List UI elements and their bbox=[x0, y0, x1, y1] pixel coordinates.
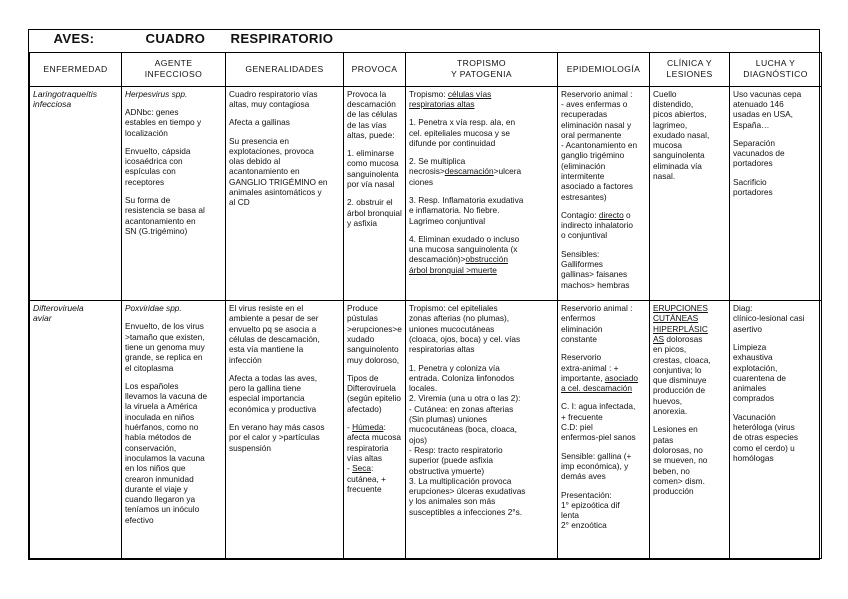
generalidades-text: En verano hay más casos por el calor y >partículas suspensión bbox=[229, 422, 325, 453]
agent-text: Su forma de resistencia se basa al acantonamiento en SN (G.trigémino) bbox=[125, 195, 205, 236]
epidemiologia-text: Sensibles: Galliformes gallinas> faisanes machos> hembras bbox=[561, 248, 630, 290]
generalidades-text: Afecta a todas las aves, pero la gallina tiene especial importancia económica y productiva bbox=[229, 372, 318, 414]
cell-tropismo bbox=[406, 301, 558, 559]
lucha-text: Uso vacunas cepa atenuado 146 usadas en USA, España… bbox=[733, 88, 802, 130]
cell-generalidades bbox=[226, 301, 344, 559]
header-tropismo: TROPISMO Y PATOGENIA bbox=[406, 53, 558, 86]
cell-clinica bbox=[650, 301, 730, 559]
provoca-text: Produce pústulas >erupciones>e xudado sanguinolento muy doloroso, bbox=[347, 303, 402, 365]
respiratory-summary-sheet bbox=[28, 29, 820, 560]
header-agente: AGENTE INFECCIOSO bbox=[122, 53, 226, 86]
header-enfermedad: ENFERMEDAD bbox=[30, 53, 122, 86]
lucha-text: Diag: clínico-lesional casi asertivo bbox=[733, 303, 805, 334]
underlined-term: directo bbox=[598, 209, 624, 220]
document-title bbox=[30, 30, 822, 52]
text-span: o indirecto inhalatorio o conjuntival bbox=[561, 209, 633, 241]
table-row bbox=[30, 301, 822, 559]
cell-clinica bbox=[650, 86, 730, 300]
header-provoca: PROVOCA bbox=[344, 53, 406, 86]
generalidades-text: Su presencia en explotaciones, provoca olas debido al acantonamiento en GANGLIO TRIGÉMINO en animales asintomáticos y al CD bbox=[229, 135, 328, 208]
cell-agente bbox=[122, 86, 226, 300]
cell-agente bbox=[122, 301, 226, 559]
underlined-term: asociado a cel. descamación bbox=[561, 372, 639, 394]
text-span: - bbox=[347, 422, 353, 433]
epidemiologia-text: Reservorio animal : - aves enfermas o recuperadas eliminación nasal y oral permanente - Acantonamiento en ganglio trigémino (eliminación intermitente asociado a factores estresantes) bbox=[561, 88, 638, 202]
epidemiologia-text: C. I: agua infectada, + frecuente C.D: piel enfermos-piel sanos bbox=[561, 401, 636, 443]
cell-epidemiologia bbox=[558, 86, 650, 300]
tropismo-label: Tropismo: bbox=[409, 88, 448, 99]
provoca-text: Tipos de Difteroviruela (según epitelio afectado) bbox=[347, 372, 401, 414]
clinica-text bbox=[653, 303, 726, 416]
text-span: 2. Se multiplica necrosis> bbox=[409, 156, 466, 177]
cell-lucha bbox=[730, 86, 822, 300]
text-span: >ulcera ciones bbox=[409, 166, 522, 187]
header-row bbox=[30, 53, 822, 86]
lucha-text: Vacunación heteróloga (virus de otras especies como el cerdo) u homólogas bbox=[733, 411, 799, 463]
agent-text: Envuelto, cápsida icosaédrica con espículas con receptores bbox=[125, 145, 191, 187]
table-row bbox=[30, 86, 822, 300]
lucha-text: Sacrificio portadores bbox=[733, 176, 773, 197]
underlined-term: Seca bbox=[352, 463, 371, 474]
text-span: : cutánea, + frecuente bbox=[347, 463, 386, 494]
text-span: dolorosas en picos, crestas, cloaca, conjuntiva; lo que disminuye producción de huevos, anorexia. bbox=[653, 333, 711, 417]
header-lucha: LUCHA Y DIAGNÓSTICO bbox=[730, 53, 822, 86]
agent-text: ADNbc: genes estables en tiempo y localización bbox=[125, 106, 202, 138]
cell-tropismo bbox=[406, 86, 558, 300]
epidemiologia-text: Sensible: gallina (+ imp económica), y demás aves bbox=[561, 450, 632, 482]
lucha-text: Limpieza exhaustiva explotación, cuarentena de animales comprados bbox=[733, 341, 787, 404]
text-span: Reservorio extra-animal : + importante, bbox=[561, 352, 619, 383]
tropismo-step: 3. Resp. Inflamatoria exudativa e inflamatoria. No fiebre. Lagrimeo conjuntival bbox=[409, 195, 524, 226]
cell-lucha bbox=[730, 301, 822, 559]
text-span: 4. Eliminan exudado o incluso una mucosa sanguinolenta (x descamación)> bbox=[409, 233, 520, 265]
cell-epidemiologia bbox=[558, 301, 650, 559]
tropismo-step: 1. Penetra x vía resp. ala, en cel. epiteliales mucosa y se difunde por continuidad bbox=[409, 117, 516, 148]
agent-name: Poxviridae spp. bbox=[125, 303, 182, 314]
tropismo-step bbox=[409, 156, 554, 187]
header-epidemiologia: EPIDEMIOLOGÍA bbox=[558, 53, 650, 86]
clinica-text: Cuello distendido, picos abiertos, lagrimeo, exudado nasal, mucosa sanguinolenta eliminada vía nasal. bbox=[653, 88, 710, 181]
agent-name: Herpesvirus spp. bbox=[125, 88, 188, 99]
tropismo-text: Tropismo: cel epiteliales zonas afterias (no plumas), uniones mucocutáneas (cloaca, ojos, boca) y cel. vías respiratorias altas bbox=[409, 303, 521, 355]
epidemiologia-text bbox=[561, 352, 646, 393]
clinica-text: Lesiones en patas dolorosas, no se mueven, no beben, no comen> dism. producción bbox=[653, 424, 708, 497]
agent-text: Envuelto, de los virus >tamaño que existen, tiene un genoma muy grande, se replica en el citoplasma bbox=[125, 321, 205, 373]
underlined-term: Húmeda bbox=[352, 422, 384, 433]
tropismo-text: 1. Penetra y coloniza vía entrada. Coloniza linfonodos locales. 2. Viremia (una u otra o las 2): - Cutánea: en zonas afterias (Sin plumas) uniones mucocutáneas (boca, cloaca, ojos) - Resp: tracto respiratorio superior (puede asfixia obstructiva ymuerte) 3. La multiplicación provoca erupciones> úlceras exudativas y los animales son más susceptibles a infecciones 2°s. bbox=[409, 362, 526, 517]
generalidades-text: Afecta a gallinas bbox=[229, 117, 290, 128]
text-span: : afecta mucosa respiratoria vías altas - bbox=[347, 422, 401, 474]
disease-name: Laringotraqueítis infecciosa bbox=[33, 88, 98, 109]
respiratory-table bbox=[29, 30, 822, 559]
cell-enfermedad bbox=[30, 86, 122, 300]
cell-enfermedad bbox=[30, 301, 122, 559]
generalidades-text: El virus resiste en el ambiente a pesar de ser envuelto pq se asocia a células de descamación, esta vía mantiene la infección bbox=[229, 303, 320, 365]
cell-provoca bbox=[344, 86, 406, 300]
epidemiologia-text: Presentación: 1° epizoótica dif lenta 2° enzoótica bbox=[561, 489, 620, 531]
tropismo-target: células vías respiratorias altas bbox=[409, 88, 492, 109]
provoca-text: 2. obstruir el árbol bronquial y asfixia bbox=[347, 197, 402, 228]
cell-provoca bbox=[344, 301, 406, 559]
underlined-term: ERUPCIONES CUTÁNEAS HIPERPLÁSIC AS bbox=[653, 303, 708, 344]
generalidades-text: Cuadro respiratorio vías altas, muy contagiosa bbox=[229, 88, 318, 109]
underlined-term: obstrucción árbol bronquial >muerte bbox=[409, 254, 508, 275]
tropismo-intro bbox=[409, 89, 554, 110]
header-clinica: CLÍNICA Y LESIONES bbox=[650, 53, 730, 86]
cell-generalidades bbox=[226, 86, 344, 300]
provoca-text: Provoca la descamación de las células de las vías altas, puede: bbox=[347, 88, 398, 140]
provoca-text: 1. eliminarse como mucosa sanguinolenta por vía nasal bbox=[347, 148, 399, 189]
text-span: Contagio: bbox=[561, 209, 599, 220]
tropismo-step bbox=[409, 234, 554, 275]
title-cuadro: CUADRO bbox=[145, 31, 206, 46]
title-respiratorio: RESPIRATORIO bbox=[230, 31, 334, 46]
lucha-text: Separación vacunados de portadores bbox=[733, 137, 785, 169]
title-row bbox=[30, 30, 822, 53]
header-generalidades: GENERALIDADES bbox=[226, 53, 344, 86]
agent-text: Los españoles llevamos la vacuna de la viruela a América inoculada en niños huérfanos, como no había métodos de conservación, inoculamos la vacuna en los niños que crearon inmunidad durante el viaje y cuando llegaron ya teníamos un inóculo efectivo bbox=[125, 380, 208, 525]
disease-name: Difteroviruela aviar bbox=[33, 303, 84, 324]
underlined-term: descamación bbox=[444, 166, 494, 177]
epidemiologia-text bbox=[561, 210, 646, 241]
title-aves: AVES: bbox=[53, 31, 95, 46]
epidemiologia-text: Reservorio animal : enfermos eliminación constante bbox=[561, 303, 633, 344]
provoca-text bbox=[347, 422, 402, 494]
